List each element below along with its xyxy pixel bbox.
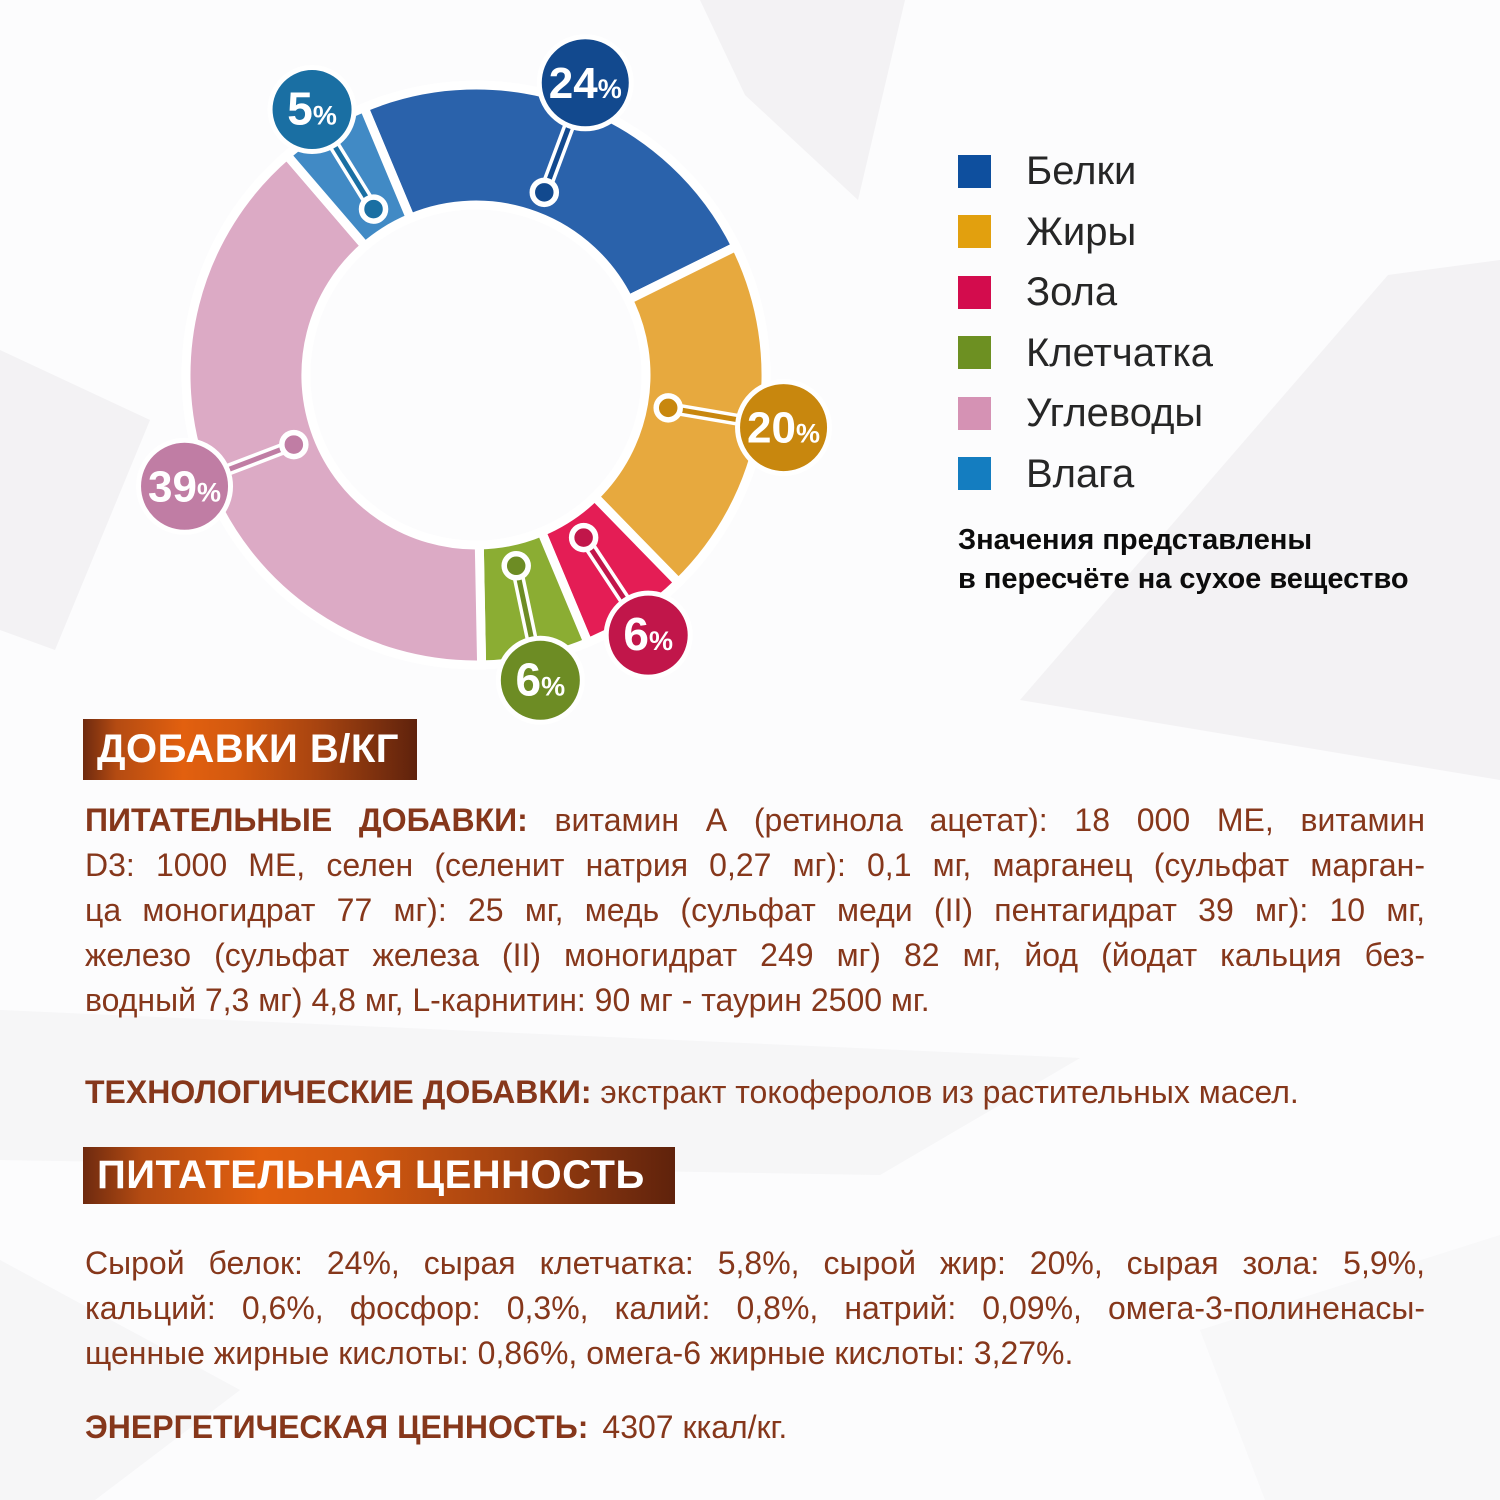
text-line: ца моногидрат 77 мг): 25 мг, медь (сульфат меди (II) пентагидрат 39 мг): 10 мг, — [85, 892, 1425, 928]
energy-value-text — [85, 1405, 1425, 1450]
text-line: D3: 1000 МЕ, селен (селенит натрия 0,27 мг): 0,1 мг, марганец (сульфат марган- — [85, 847, 1425, 883]
legend-label: Белки — [1026, 149, 1137, 193]
legend-swatch — [958, 457, 991, 490]
callout-anchor-dot — [572, 526, 596, 550]
percent-bubble-value: 6% — [515, 653, 566, 706]
technological-additives-text — [85, 1070, 1425, 1115]
legend-swatch — [958, 397, 991, 430]
text-line: щенные жирные кислоты: 0,86%, омега-6 жирные кислоты: 3,27%. — [85, 1335, 1074, 1371]
percent-bubble-value: 20% — [747, 403, 821, 453]
legend-label: Влага — [1026, 451, 1135, 496]
legend-label: Жиры — [1026, 209, 1137, 254]
legend-item-Зола — [958, 270, 1118, 314]
legend-swatch — [958, 336, 991, 369]
legend-swatch — [958, 276, 991, 309]
energy-value-amount: 4307 ккал/кг. — [602, 1409, 788, 1445]
callout-anchor-dot — [656, 396, 680, 420]
section-header-additives-label: ДОБАВКИ В/КГ — [97, 727, 399, 771]
text-line: кальций: 0,6%, фосфор: 0,3%, калий: 0,8%, натрий: 0,09%, омега-3-полиненасы- — [85, 1290, 1425, 1326]
legend-label: Клетчатка — [1026, 330, 1214, 375]
legend-item-Влага — [958, 451, 1135, 496]
text-line: ТЕХНОЛОГИЧЕСКИЕ ДОБАВКИ: экстракт токоферолов из растительных масел. — [85, 1074, 1299, 1110]
legend-swatch — [958, 215, 991, 248]
legend-item-Жиры — [958, 209, 1137, 254]
dry-matter-note-line: в пересчёте на сухое вещество — [958, 563, 1409, 595]
donut-segment-Углеводы — [186, 155, 482, 665]
nutritional-value-text — [85, 1241, 1425, 1376]
section-header-nutrition-label: ПИТАТЕЛЬНАЯ ЦЕННОСТЬ — [97, 1153, 645, 1197]
section-header-nutrition — [83, 1147, 675, 1204]
energy-value-label: ЭНЕРГЕТИЧЕСКАЯ ЦЕННОСТЬ: — [85, 1409, 589, 1445]
percent-bubble-value: 39% — [148, 462, 222, 512]
text-line: водный 7,3 мг) 4,8 мг, L-карнитин: 90 мг - таурин 2500 мг. — [85, 982, 930, 1018]
legend-label: Зола — [1026, 270, 1118, 314]
legend-item-Белки — [958, 149, 1137, 193]
dry-matter-note — [958, 521, 1409, 599]
legend-label: Углеводы — [1026, 391, 1204, 435]
nutritional-additives-text — [85, 798, 1425, 1023]
legend-swatch — [958, 155, 991, 188]
text-line: Сырой белок: 24%, сырая клетчатка: 5,8%, сырой жир: 20%, сырая зола: 5,9%, — [85, 1245, 1425, 1281]
text-line: железо (сульфат железа (II) моногидрат 249 мг) 82 мг, йод (йодат кальция без- — [85, 937, 1425, 973]
callout-anchor-dot — [532, 180, 556, 204]
percent-bubble-value: 5% — [287, 82, 337, 135]
percent-bubble-value: 24% — [548, 58, 622, 108]
dry-matter-note-line: Значения представлены — [958, 524, 1313, 556]
legend-item-Клетчатка — [958, 330, 1214, 375]
percent-bubble-value: 6% — [623, 608, 674, 661]
legend-item-Углеводы — [958, 391, 1204, 435]
callout-anchor-dot — [282, 433, 306, 457]
callout-anchor-dot — [504, 554, 528, 578]
text-line: ПИТАТЕЛЬНЫЕ ДОБАВКИ: витамин А (ретинола ацетат): 18 000 МЕ, витамин — [85, 802, 1426, 838]
section-header-additives — [83, 719, 417, 780]
callout-anchor-dot — [362, 197, 386, 221]
